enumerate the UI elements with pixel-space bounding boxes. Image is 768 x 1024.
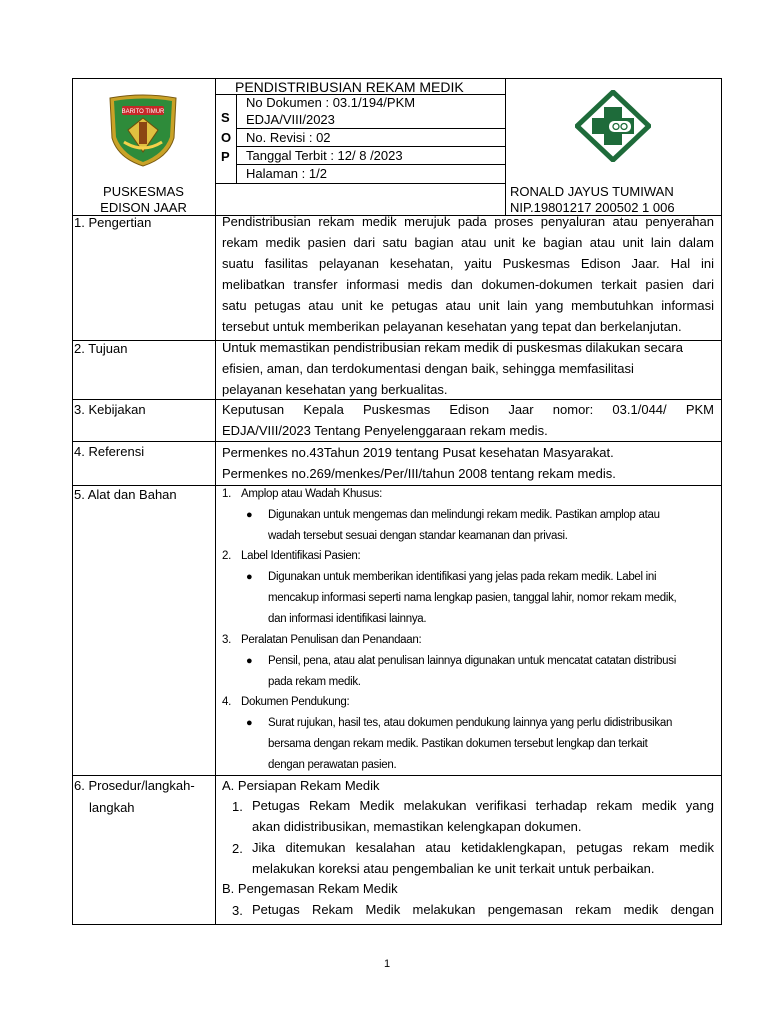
puskesmas-logo [575, 90, 651, 162]
step-num: 2. [232, 841, 243, 856]
bullet-icon: ● [246, 717, 253, 729]
prosedur-heading-b: B. Pengemasan Rekam Medik [222, 881, 398, 896]
page-count: Halaman : 1/2 [246, 166, 327, 181]
step-text: Jika ditemukan kesalahan atau ketidaklengkapan, petugas rekam medik melakukan koreksi atau pengembalian ke unit terkait untuk perbaikan. [252, 840, 714, 876]
section-label-kebijakan: 3. Kebijakan [74, 402, 146, 417]
puskesmas-name-line2: EDISON JAAR [100, 200, 187, 215]
alat-num: 4. [222, 696, 231, 708]
sop-letter-s: S [221, 110, 230, 125]
section-label-alat: 5. Alat dan Bahan [74, 487, 177, 502]
section-label-tujuan: 2. Tujuan [74, 341, 128, 356]
referensi-line: Permenkes no.43Tahun 2019 tentang Pusat kesehatan Masyarakat. [222, 445, 614, 460]
doc-number: No Dokumen : 03.1/194/PKM [246, 95, 416, 110]
kebijakan-line: EDJA/VIII/2023 Tentang Penyelenggaraan rekam medis. [222, 423, 548, 438]
logo-lettering: BARITO TIMUR [121, 109, 165, 115]
section-label-referensi: 4. Referensi [74, 444, 145, 459]
head-name: RONALD JAYUS TUMIWAN [510, 184, 674, 199]
prosedur-heading-a: A. Persiapan Rekam Medik [222, 778, 380, 793]
step-num: 1. [232, 799, 243, 814]
tujuan-line: efisien, aman, dan terdokumentasi dengan baik, sehingga memfasilitasi [222, 361, 634, 376]
tujuan-text [222, 337, 714, 400]
page-number: 1 [384, 958, 391, 970]
pengertian-line: rekam medik pasien dari satu bagian atau unit ke bagian atau unit lain dalam [222, 235, 714, 250]
alat-title: Dokumen Pendukung: [241, 696, 350, 708]
tujuan-line: pelayanan kesehatan yang berkualitas. [222, 382, 448, 397]
kebijakan-text [222, 399, 714, 441]
step-text: Petugas Rekam Medik melakukan pengemasan rekam medik dengan [252, 902, 714, 917]
sop-letter-p: P [221, 149, 230, 164]
section-label-prosedur: 6. Prosedur/langkah- [74, 778, 195, 793]
alat-num: 3. [222, 634, 231, 646]
pengertian-line: satu petugas atau unit ke petugas atau unit lain yang membutuhkan informasi [222, 298, 714, 313]
alat-desc: Surat rujukan, hasil tes, atau dokumen pendukung lainnya yang perlu didistribusikan bersama dengan rekam medik. Pastikan dokumen tersebut lengkap dan terkait dengan perawatan pasien. [268, 717, 673, 771]
bullet-icon: ● [246, 571, 253, 583]
section-label-pengertian: 1. Pengertian [74, 215, 152, 230]
alat-title: Label Identifikasi Pasien: [241, 550, 361, 562]
step-text: Petugas Rekam Medik melakukan verifikasi terhadap rekam medik yang akan didistribusikan, memastikan kelengkapan dokumen. [252, 798, 714, 834]
puskesmas-name-line1: PUSKESMAS [103, 184, 184, 199]
pengertian-line: tersebut untuk memberikan pelayanan kesehatan yang tepat dan berkelanjutan. [222, 319, 682, 334]
head-nip: NIP.19801217 200502 1 006 [510, 200, 675, 215]
step-num: 3. [232, 903, 243, 918]
section-label-prosedur-cont: langkah [89, 800, 135, 815]
bullet-icon: ● [246, 655, 253, 667]
alat-title: Amplop atau Wadah Khusus: [241, 488, 383, 500]
revision-number: No. Revisi : 02 [246, 130, 331, 145]
alat-title: Peralatan Penulisan dan Penandaan: [241, 634, 422, 646]
alat-desc: Digunakan untuk memberikan identifikasi yang jelas pada rekam medik. Label ini mencakup informasi seperti nama lengkap pasien, tanggal lahir, nomor rekam medik, dan informasi identifikasi lainnya. [268, 571, 677, 625]
pengertian-line: Pendistribusian rekam medik merujuk pada proses penyaluran atau penyerahan [222, 214, 714, 229]
pengertian-line: melibatkan transfer informasi medis dan dokumen-dokumen terkait pasien dari [222, 277, 714, 292]
pengertian-text [222, 211, 714, 337]
alat-desc: Digunakan untuk mengemas dan melindungi rekam medik. Pastikan amplop atau wadah tersebut sesuai dengan standar keamanan dan privasi. [268, 509, 660, 542]
referensi-line: Permenkes no.269/menkes/Per/III/tahun 2008 tentang rekam medis. [222, 466, 616, 481]
tujuan-line: Untuk memastikan pendistribusian rekam medik di puskesmas dilakukan secara [222, 340, 683, 355]
sop-title: PENDISTRIBUSIAN REKAM MEDIK [235, 79, 464, 95]
pengertian-line: suatu fasilitas pelayanan kesehatan, yaitu Puskesmas Edison Jaar. Hal ini [222, 256, 714, 271]
alat-num: 1. [222, 488, 231, 500]
sop-letter-o: O [221, 130, 232, 145]
alat-num: 2. [222, 550, 231, 562]
regency-logo [106, 92, 180, 168]
bullet-icon: ● [246, 509, 253, 521]
alat-desc: Pensil, pena, atau alat penulisan lainnya digunakan untuk mencatat catatan distribusi pada rekam medik. [268, 655, 676, 688]
kebijakan-line: Keputusan Kepala Puskesmas Edison Jaar nomor: 03.1/044/ PKM [222, 402, 714, 417]
referensi-text [222, 442, 714, 484]
doc-number-cont: EDJA/VIII/2023 [246, 112, 335, 127]
issue-date: Tanggal Terbit : 12/ 8 /2023 [246, 148, 403, 163]
